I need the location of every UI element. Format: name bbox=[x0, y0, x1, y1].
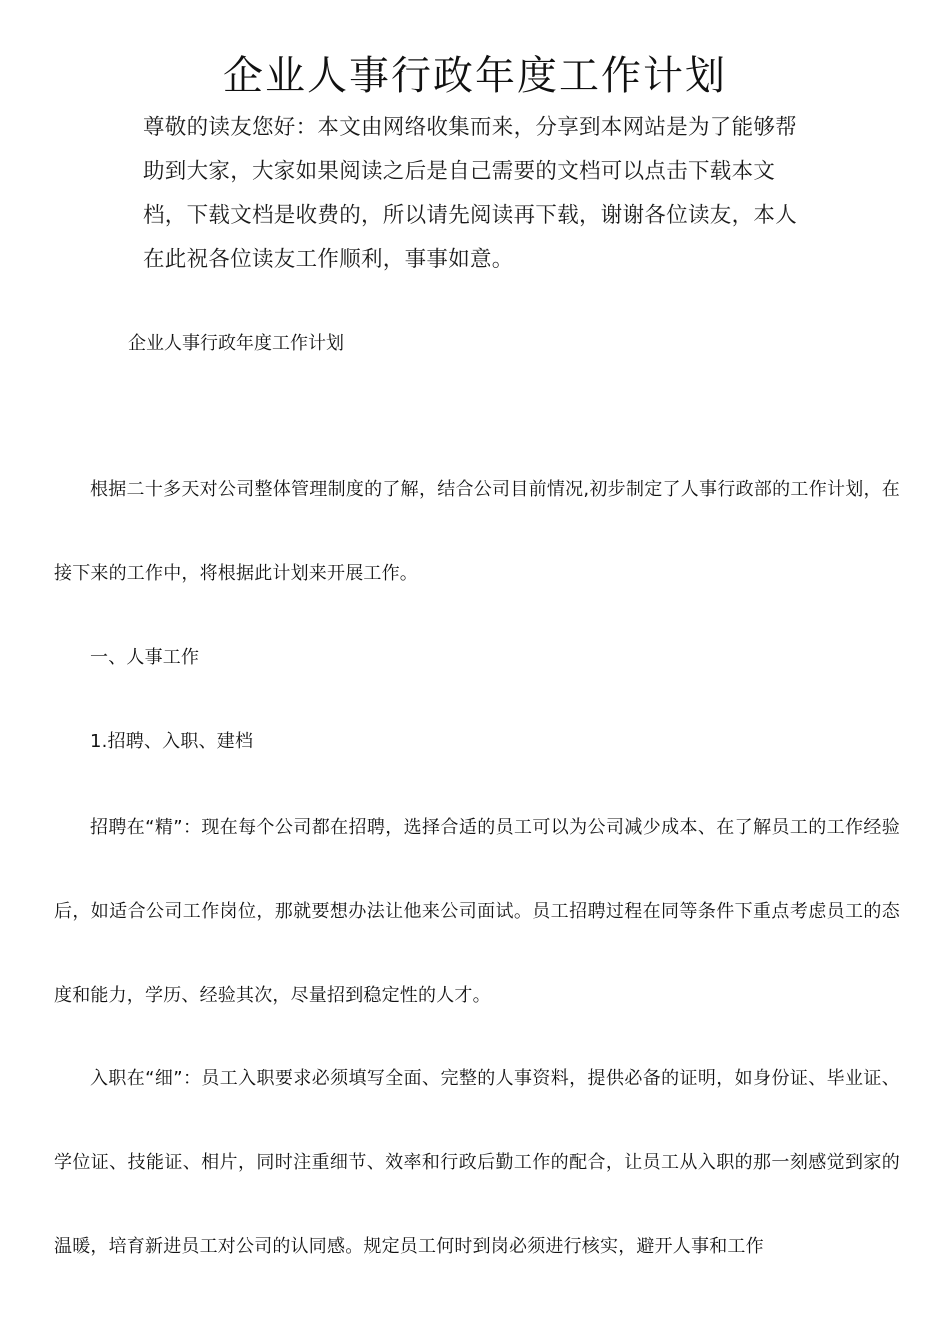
reader-notice: 尊敬的读友您好：本文由网络收集而来，分享到本网站是为了能够帮助到大家，大家如果阅读之后是自己需要的文档可以点击下载本文档，下载文档是收费的，所以请先阅读再下载，谢谢各位读友，本人在此祝各位读友工作顺利，事事如意。 bbox=[143, 115, 798, 272]
intro-paragraph: 根据二十多天对公司整体管理制度的了解，结合公司目前情况,初步制定了人事行政部的工作计划，在接下来的工作中，将根据此计划来开展工作。 bbox=[54, 479, 900, 584]
section-heading-personnel: 一、人事工作 bbox=[90, 647, 200, 668]
document-title: 企业人事行政年度工作计划 bbox=[223, 53, 727, 99]
document-subtitle: 企业人事行政年度工作计划 bbox=[128, 333, 344, 354]
subsection-heading-recruitment: 1.招聘、入职、建档 bbox=[90, 731, 254, 752]
recruitment-paragraph: 招聘在“精”：现在每个公司都在招聘，选择合适的员工可以为公司减少成本、在了解员工的工作经验后，如适合公司工作岗位，那就要想办法让他来公司面试。员工招聘过程在同等条件下重点考虑员工的态度和能力，学历、经验其次，尽量招到稳定性的人才。 bbox=[54, 817, 900, 1006]
onboarding-paragraph: 入职在“细”：员工入职要求必须填写全面、完整的人事资料，提供必备的证明，如身份证、毕业证、学位证、技能证、相片，同时注重细节、效率和行政后勤工作的配合，让员工从入职的那一刻感觉到家的温暖，培育新进员工对公司的认同感。规定员工何时到岗必须进行核实，避开人事和工作 bbox=[54, 1068, 900, 1257]
